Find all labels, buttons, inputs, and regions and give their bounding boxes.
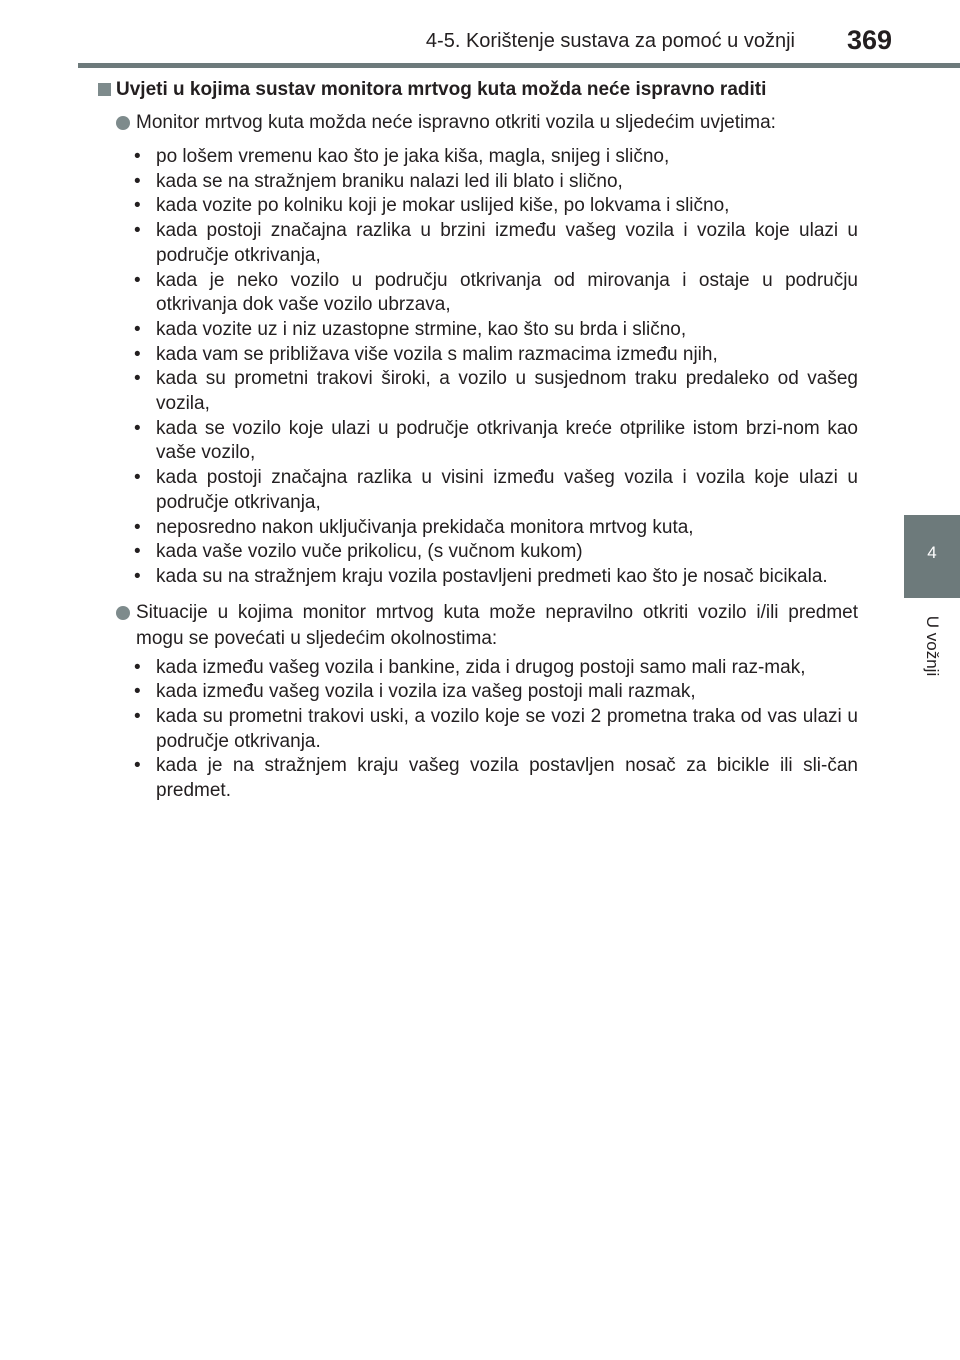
list-item: • po lošem vremenu kao što je jaka kiša, magla, snijeg i slično, [98,145,858,170]
list-item: • kada između vašeg vozila i bankine, zida i drugog postoji samo mali raz-mak, [98,656,858,681]
circle-bullet-icon [116,606,130,620]
list-item: • kada su na stražnjem kraju vozila postavljeni predmeti kao što je nosač bicikala. [98,565,858,590]
chapter-tab-label [904,606,960,686]
chapter-tab-number: 4 [927,543,937,562]
list-item: • kada se na stražnjem braniku nalazi led ili blato i slično, [98,170,858,195]
dot-item-2 [98,600,858,652]
bullet-list-1 [98,145,858,590]
list-item: • kada postoji značajna razlika u brzini između vašeg vozila i vozila koje ulazi u područje otkrivanja, [98,219,858,268]
page-number: 369 [846,25,892,55]
list-item: • kada se vozilo koje ulazi u područje otkrivanja kreće otprilike istom brzi-nom kao vaše vozilo, [98,417,858,466]
list-item: • kada su prometni trakovi široki, a vozilo u susjednom traku predaleko od vašeg vozila, [98,367,858,416]
square-bullet-icon [98,83,111,96]
chapter-tab-label-text: U vožnji [923,615,942,677]
header-title: 4-5. Korištenje sustava za pomoć u vožnji [425,30,795,52]
list-item: • kada vozite uz i niz uzastopne strmine, kao što su brda i slično, [98,318,858,343]
dot-item-1 [98,110,858,136]
list-item: • kada je neko vozilo u području otkrivanja od mirovanja i ostaje u području otkrivanja dok vaše vozilo ubrzava, [98,269,858,318]
page-content [98,76,858,814]
list-item: • kada vam se približava više vozila s malim razmacima između njih, [98,343,858,368]
section-heading [98,76,858,104]
section-heading-text: Uvjeti u kojima sustav monitora mrtvog kuta možda neće ispravno raditi [116,79,767,100]
list-item: • neposredno nakon uključivanja prekidača monitora mrtvog kuta, [98,516,858,541]
circle-bullet-icon [116,116,130,130]
bullet-list-2 [98,656,858,804]
header-rule [78,63,960,68]
list-item: • kada između vašeg vozila i vozila iza vašeg postoji mali razmak, [98,680,858,705]
dot-item-text: Situacije u kojima monitor mrtvog kuta može nepravilno otkriti vozilo i/ili predmet mogu se povećati u sljedećim okolnostima: [136,601,858,649]
list-item: • kada vaše vozilo vuče prikolicu, (s vučnom kukom) [98,540,858,565]
chapter-tab [904,515,960,598]
list-item: • kada je na stražnjem kraju vašeg vozila postavljen nosač za bicikle ili sli-čan predmet. [98,754,858,803]
list-item: • kada postoji značajna razlika u visini između vašeg vozila i vozila koje ulazi u područje otkrivanja, [98,466,858,515]
list-item: • kada su prometni trakovi uski, a vozilo koje se vozi 2 prometna traka od vas ulazi u područje otkrivanja. [98,705,858,754]
dot-item-text: Monitor mrtvog kuta možda neće ispravno otkriti vozila u sljedećim uvjetima: [136,112,776,133]
list-item: • kada vozite po kolniku koji je mokar uslijed kiše, po lokvama i slično, [98,194,858,219]
